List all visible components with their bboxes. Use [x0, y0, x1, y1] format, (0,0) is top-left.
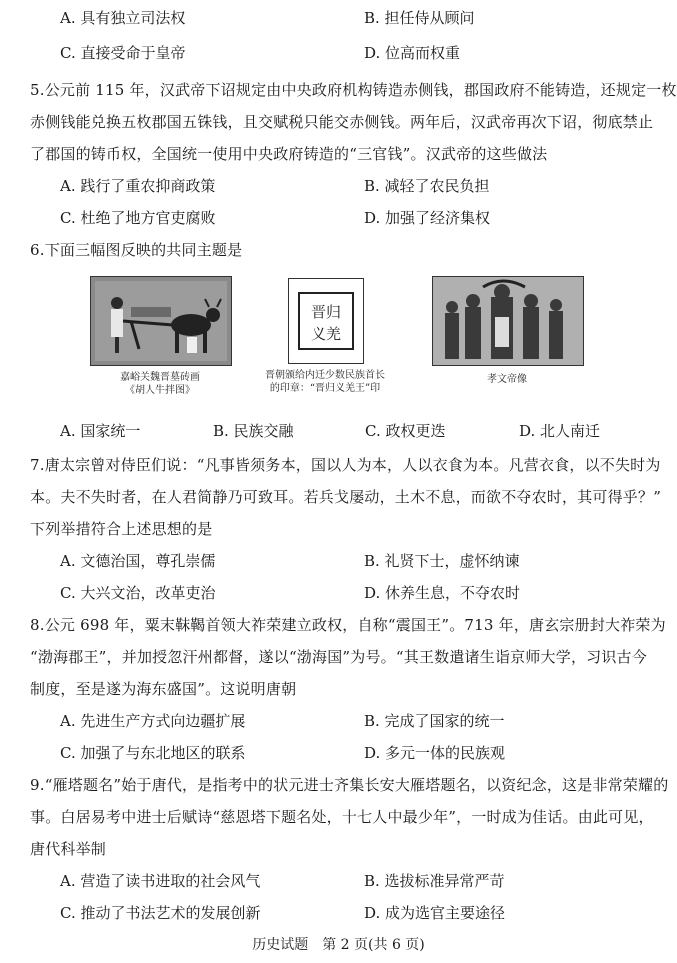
- seal-illustration: [289, 279, 363, 363]
- q9-stem-line-1: 9.“雁塔题名”始于唐代，是指考中的状元进士齐集长安大雁塔题名，以资纪念，这是非常荣耀的: [30, 776, 669, 794]
- q9-option-c[interactable]: C. 推动了书法艺术的发展创新: [60, 904, 261, 922]
- q9-option-a[interactable]: A. 营造了读书进取的社会风气: [60, 872, 261, 890]
- q9-stem-line-2: 事。白居易考中进士后赋诗“慈恩塔下题名处，十七人中最少年”，一时成为佳话。由此可见，: [30, 808, 654, 826]
- q4-option-c[interactable]: C. 直接受命于皇帝: [60, 44, 186, 62]
- q6-figure-2: [265, 278, 385, 394]
- q9-option-b[interactable]: B. 选拔标准异常严苛: [364, 872, 505, 890]
- q8-option-a[interactable]: A. 先进生产方式向边疆扩展: [60, 712, 246, 730]
- q5-option-d[interactable]: D. 加强了经济集权: [364, 209, 491, 227]
- figure-2-caption-1: 晋朝颁给内迁少数民族首长: [265, 370, 385, 381]
- q7-option-d[interactable]: D. 休养生息，不夺农时: [364, 584, 521, 602]
- seal-frame: [288, 278, 364, 364]
- q6-option-b[interactable]: B. 民族交融: [213, 422, 294, 440]
- q9-stem-line-3: 唐代科举制: [30, 840, 107, 858]
- seal-text-bottom: 义羌: [310, 325, 342, 343]
- figure-1-caption-1: 嘉峪关魏晋墓砖画: [120, 372, 200, 383]
- page-footer: 历史试题 第 2 页(共 6 页): [252, 937, 425, 953]
- seal-text-top: 晋归: [310, 303, 342, 321]
- q6-figure-3: [432, 276, 584, 385]
- q4-option-d[interactable]: D. 位高而权重: [364, 44, 461, 62]
- q8-option-d[interactable]: D. 多元一体的民族观: [364, 744, 506, 762]
- q7-option-b[interactable]: B. 礼贤下士，虚怀纳谏: [364, 552, 520, 570]
- q6-option-a[interactable]: A. 国家统一: [60, 422, 141, 440]
- ox-plough-illustration: [91, 277, 231, 365]
- q5-stem-line-3: 了郡国的铸币权，全国统一使用中央政府铸造的“三官钱”。汉武帝的这些做法: [30, 145, 548, 163]
- q7-stem-line-3: 下列举措符合上述思想的是: [30, 520, 213, 538]
- q8-option-b[interactable]: B. 完成了国家的统一: [364, 712, 505, 730]
- q6-stem: 6.下面三幅图反映的共同主题是: [30, 241, 243, 259]
- q6-figure-1: [90, 276, 232, 396]
- q5-option-c[interactable]: C. 杜绝了地方官吏腐败: [60, 209, 216, 227]
- q4-option-b[interactable]: B. 担任侍从顾问: [364, 9, 475, 27]
- figure-3-caption: 孝文帝像: [487, 374, 527, 385]
- q8-stem-line-3: 制度，至是遂为海东盛国”。这说明唐朝: [30, 680, 297, 698]
- q7-option-a[interactable]: A. 文德治国，尊孔崇儒: [60, 552, 216, 570]
- q5-stem-line-2: 赤侧钱能兑换五枚郡国五铢钱，且交赋税只能交赤侧钱。两年后，汉武帝再次下诏，彻底禁止: [30, 113, 654, 131]
- q7-stem-line-2: 本。夫不失时者，在人君简静乃可致耳。若兵戈屡动，土木不息，而欲不夺农时，其可得乎？”: [30, 488, 662, 506]
- q8-option-c[interactable]: C. 加强了与东北地区的联系: [60, 744, 246, 762]
- q5-option-b[interactable]: B. 减轻了农民负担: [364, 177, 490, 195]
- q6-option-d[interactable]: D. 北人南迁: [519, 422, 601, 440]
- emperor-portrait-image: [432, 276, 584, 366]
- brick-painting-image: [90, 276, 232, 366]
- procession-illustration: [433, 277, 583, 365]
- q8-stem-line-1: 8.公元 698 年，粟末靺鞨首领大祚荣建立政权，自称“震国王”。713 年，唐玄宗册封大祚荣为: [30, 616, 666, 634]
- q5-stem-line-1: 5.公元前 115 年，汉武帝下诏规定由中央政府机构铸造赤侧钱，郡国政府不能铸造，还规定一枚: [30, 81, 677, 99]
- q5-option-a[interactable]: A. 践行了重农抑商政策: [60, 177, 216, 195]
- figure-1-caption-2: 《胡人牛拌图》: [125, 385, 195, 396]
- q4-option-a[interactable]: A. 具有独立司法权: [60, 9, 186, 27]
- q7-stem-line-1: 7.唐太宗曾对侍臣们说：“凡事皆须务本，国以人为本，人以衣食为本。凡营衣食，以不失时为: [30, 456, 661, 474]
- q8-stem-line-2: “渤海郡王”，并加授忽汗州都督，遂以“渤海国”为号。“其王数遣诸生诣京师大学，习识古今: [30, 648, 647, 666]
- figure-2-caption-2: 的印章：“晋归义羌王”印: [269, 383, 381, 394]
- q7-option-c[interactable]: C. 大兴文治，改革吏治: [60, 584, 216, 602]
- q6-option-c[interactable]: C. 政权更迭: [365, 422, 446, 440]
- q9-option-d[interactable]: D. 成为选官主要途径: [364, 904, 506, 922]
